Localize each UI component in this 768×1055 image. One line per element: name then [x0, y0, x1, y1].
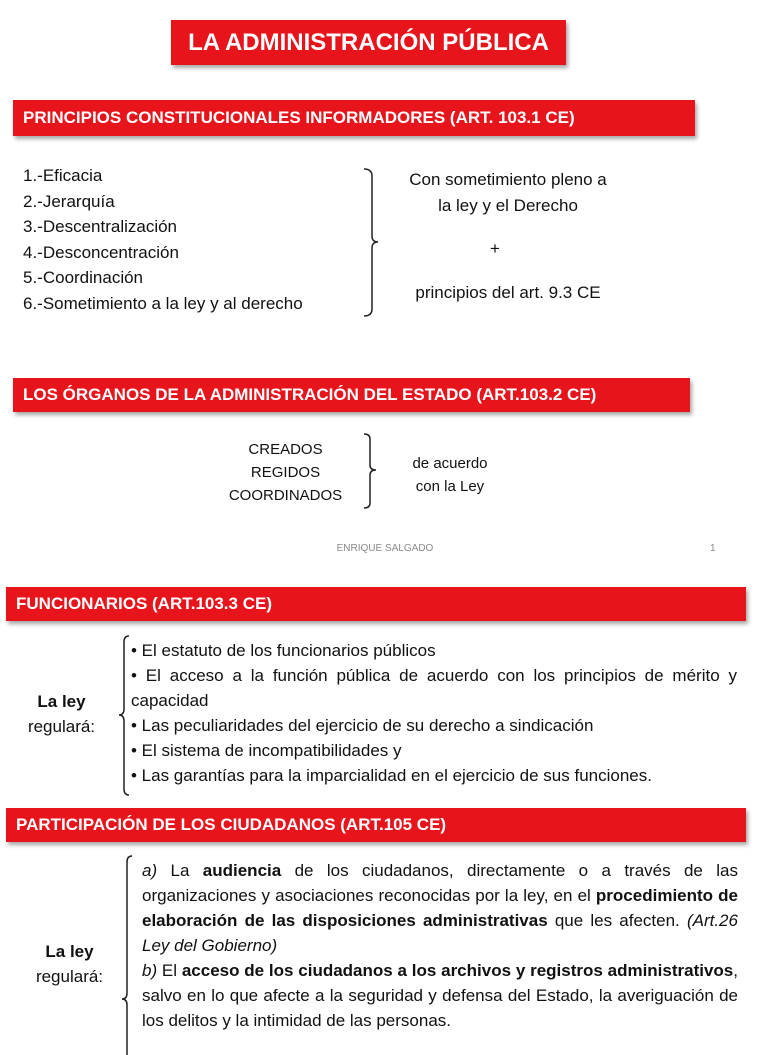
list-item: 5.-Coordinación: [23, 268, 144, 287]
organos-item: COORDINADOS: [228, 487, 343, 504]
list-item: • Las garantías para la imparcialidad en el ejercicio de sus funciones.: [131, 766, 652, 785]
funcionarios-bullets: [131, 638, 737, 788]
ley-label: La ley: [45, 942, 94, 961]
section-heading-funcionarios: FUNCIONARIOS (ART.103.3 CE): [6, 587, 746, 621]
footer-author: ENRIQUE SALGADO: [336, 543, 434, 554]
organos-note-line1: de acuerdo: [412, 455, 488, 472]
right-brace-icon: [362, 433, 380, 511]
section-heading-principios: PRINCIPIOS CONSTITUCIONALES INFORMADORES (ART. 103.1 CE): [13, 100, 695, 136]
organos-item: CREADOS: [248, 441, 323, 458]
ley-label: La ley: [37, 692, 86, 711]
right-brace-icon: [362, 168, 382, 318]
principios-note-line2: la ley y el Derecho: [438, 196, 578, 215]
regulara-label: regulará:: [27, 717, 96, 736]
left-brace-icon: [120, 855, 134, 1055]
principios-note-line3: principios del art. 9.3 CE: [415, 283, 601, 302]
regulara-label: regulará:: [35, 967, 104, 986]
list-item: 2.-Jerarquía: [23, 191, 115, 211]
list-item: • El estatuto de los funcionarios públicos: [131, 641, 436, 660]
left-brace-icon: [117, 635, 131, 798]
page-title: LA ADMINISTRACIÓN PÚBLICA: [171, 20, 566, 65]
list-item: • El acceso a la función pública de acuerdo con los principios de mérito y capacidad: [131, 666, 737, 710]
paragraph-a: a) La audiencia de los ciudadanos, directamente o a través de las organizaciones y asociaciones reconocidas por la ley, en el procedimiento de elaboración de las disposiciones administrativas que les afecten. (Art.26 Ley del Gobierno): [142, 861, 738, 955]
footer-page-number: 1: [710, 543, 716, 554]
section-heading-participacion: PARTICIPACIÓN DE LOS CIUDADANOS (ART.105 CE): [6, 808, 746, 842]
paragraph-b: b) El acceso de los ciudadanos a los archivos y registros administrativos, salvo en lo que afecte a la seguridad y defensa del Estado, la averiguación de los delitos y la intimidad de las personas.: [142, 961, 738, 1030]
list-item: • Las peculiaridades del ejercicio de su derecho a sindicación: [131, 716, 594, 735]
list-item: 3.-Descentralización: [23, 217, 178, 236]
principios-list: [23, 163, 303, 316]
section-heading-organos: LOS ÓRGANOS DE LA ADMINISTRACIÓN DEL ESTADO (ART.103.2 CE): [13, 378, 690, 412]
list-item: 6.-Sometimiento a la ley y al derecho: [23, 293, 303, 313]
participacion-text: [142, 858, 738, 1033]
list-item: • El sistema de incompatibilidades y: [131, 741, 402, 760]
organos-item: REGIDOS: [250, 464, 321, 481]
principios-note-line1: Con sometimiento pleno a: [409, 170, 607, 189]
list-item: 4.-Desconcentración: [23, 242, 179, 262]
list-item: 1.-Eficacia: [23, 166, 103, 185]
plus-sign: +: [490, 239, 500, 258]
organos-note-line2: con la Ley: [415, 478, 485, 495]
